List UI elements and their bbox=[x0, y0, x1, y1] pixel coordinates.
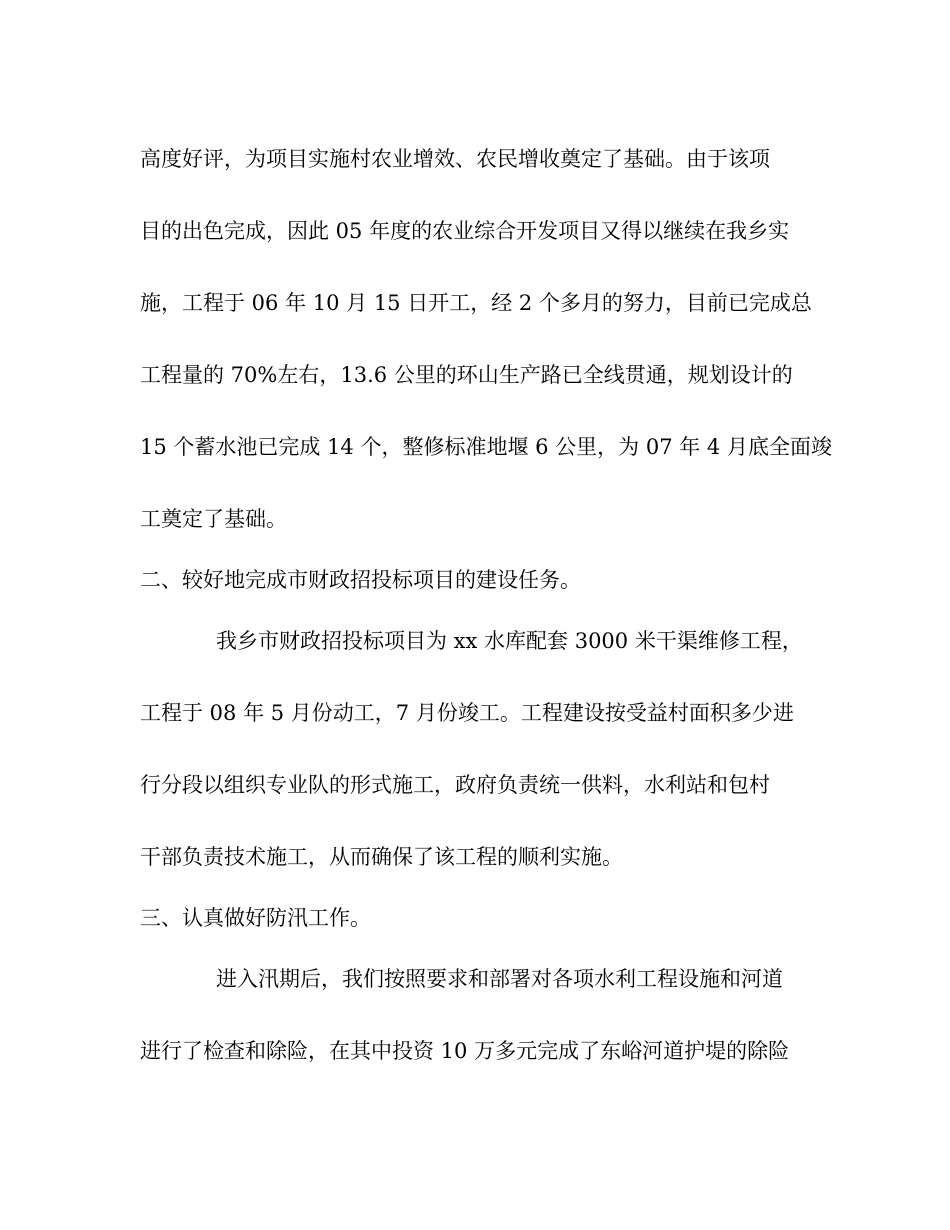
paragraph-line: 我乡市财政招投标项目为 xx 水库配套 3000 米干渠维修工程， bbox=[216, 629, 803, 653]
paragraph-line: 15 个蓄水池已完成 14 个，整修标准地堰 6 公里，为 07 年 4 月底全面竣 bbox=[140, 435, 832, 459]
paragraph-line: 进行了检查和除险，在其中投资 10 万多元完成了东峪河道护堤的除险 bbox=[140, 1039, 790, 1063]
paragraph-line: 工奠定了基础。 bbox=[140, 507, 287, 531]
paragraph-line: 工程量的 70%左右，13.6 公里的环山生产路已全线贯通，规划设计的 bbox=[140, 363, 793, 387]
section-heading: 二、较好地完成市财政招投标项目的建设任务。 bbox=[140, 568, 581, 592]
section-heading: 三、认真做好防汛工作。 bbox=[140, 906, 371, 930]
paragraph-line: 工程于 08 年 5 月份动工，7 月份竣工。工程建设按受益村面积多少进 bbox=[140, 701, 794, 725]
paragraph-line: 施，工程于 06 年 10 月 15 日开工，经 2 个多月的努力，目前已完成总 bbox=[140, 291, 812, 315]
paragraph-line: 行分段以组织专业队的形式施工，政府负责统一供料，水利站和包村 bbox=[140, 773, 770, 797]
paragraph-line: 高度好评，为项目实施村农业增效、农民增收奠定了基础。由于该项 bbox=[140, 147, 770, 171]
paragraph-line: 干部负责技术施工，从而确保了该工程的顺利实施。 bbox=[140, 845, 623, 869]
paragraph-line: 进入汛期后，我们按照要求和部署对各项水利工程设施和河道 bbox=[216, 967, 783, 991]
paragraph-line: 目的出色完成，因此 05 年度的农业综合开发项目又得以继续在我乡实 bbox=[140, 219, 790, 243]
